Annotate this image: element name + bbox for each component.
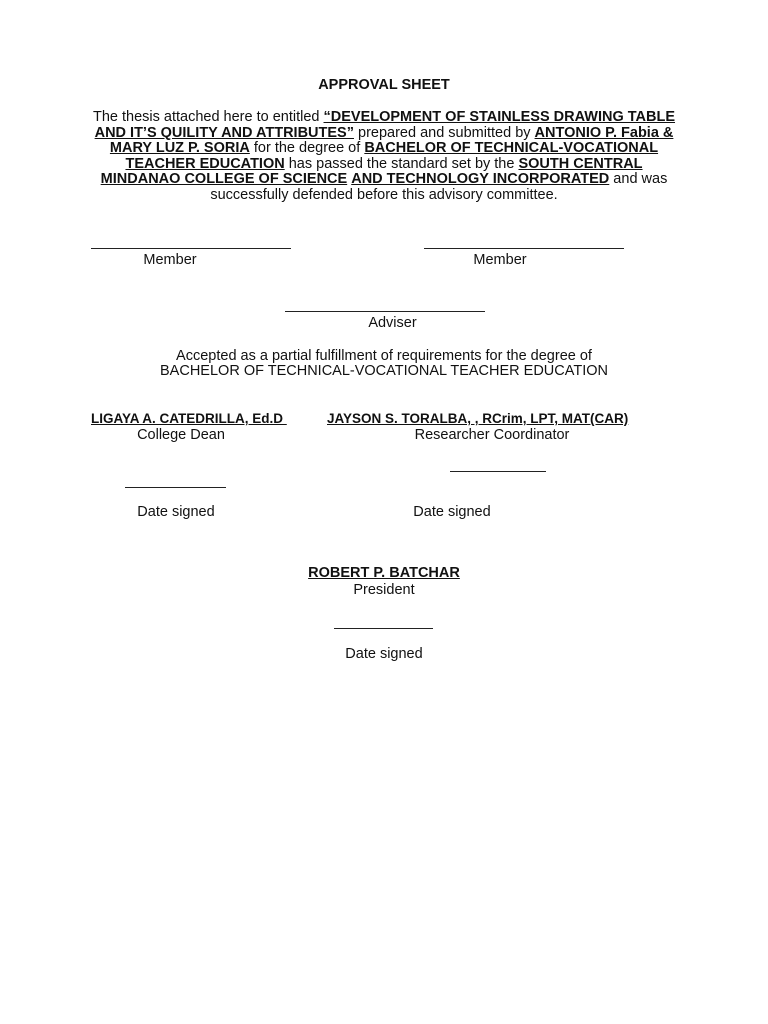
school-name: SOUTH CENTRAL MINDANAO COLLEGE OF SCIENCE bbox=[100, 155, 643, 187]
coordinator-role: Researcher Coordinator bbox=[414, 427, 570, 443]
school-name-continued: AND TECHNOLOGY INCORPORATED bbox=[351, 171, 610, 187]
member-right-signature-line bbox=[424, 248, 624, 249]
president-role: President bbox=[353, 582, 415, 598]
member-left-signature-line bbox=[91, 248, 291, 249]
member-right-label: Member bbox=[473, 252, 527, 268]
statement-text: for the degree of bbox=[249, 140, 365, 156]
coordinator-name: JAYSON S. TORALBA, , RCrim, LPT, MAT(CAR) bbox=[327, 411, 629, 426]
statement-text: has passed the standard set by the bbox=[284, 155, 519, 172]
degree-name: BACHELOR OF TECHNICAL-VOCATIONAL TEACHER EDUCATION bbox=[125, 140, 659, 172]
statement-text: prepared and submitted by bbox=[353, 124, 535, 141]
dean-date-label: Date signed bbox=[137, 504, 215, 520]
acceptance-degree: BACHELOR OF TECHNICAL-VOCATIONAL TEACHER EDUCATION bbox=[160, 363, 608, 379]
statement-text: The thesis attached here to entitled bbox=[92, 109, 324, 125]
statement-text: and was successfully defended before this advisory committee. bbox=[210, 171, 668, 203]
coordinator-date-line bbox=[450, 471, 546, 472]
president-date-label: Date signed bbox=[345, 646, 423, 662]
thesis-title: “DEVELOPMENT OF STAINLESS DRAWING TABLE AND IT’S QUILITY AND ATTRIBUTES” bbox=[94, 109, 676, 141]
dean-date-line bbox=[125, 487, 226, 488]
approval-statement bbox=[88, 110, 680, 203]
acceptance-line: Accepted as a partial fulfillment of requirements for the degree of bbox=[176, 348, 592, 364]
dean-role: College Dean bbox=[137, 427, 225, 443]
page-title: APPROVAL SHEET bbox=[318, 77, 450, 93]
adviser-signature-line bbox=[285, 311, 485, 312]
member-left-label: Member bbox=[143, 252, 197, 268]
adviser-label: Adviser bbox=[368, 315, 417, 331]
president-name: ROBERT P. BATCHAR bbox=[308, 565, 460, 581]
president-date-line bbox=[334, 628, 433, 629]
dean-name: LIGAYA A. CATEDRILLA, Ed.D bbox=[91, 411, 287, 426]
coordinator-date-label: Date signed bbox=[413, 504, 491, 520]
authors: ANTONIO P. Fabia & MARY LUZ P. SORIA bbox=[109, 124, 674, 156]
